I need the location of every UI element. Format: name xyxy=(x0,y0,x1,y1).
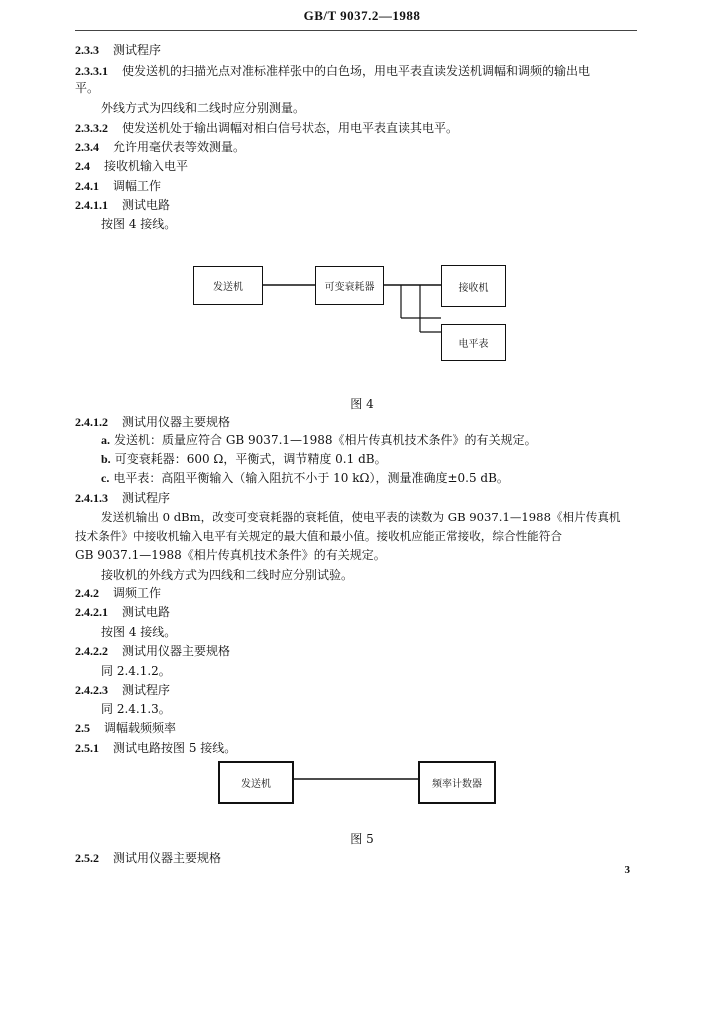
section-text: 测试用仪器主要规格 xyxy=(113,851,222,865)
fig5-sender-box xyxy=(218,761,294,804)
section-text: 测试用仪器主要规格 xyxy=(122,415,231,429)
section-text: 接收机输入电平 xyxy=(104,159,189,173)
section-number: 2.3.3.2 xyxy=(75,121,108,135)
paragraph-text: 平。 xyxy=(75,81,100,95)
section-text: 调幅载频频率 xyxy=(104,721,177,735)
list-marker: c. xyxy=(101,471,110,485)
frequency-counter-label: 频率计数器 xyxy=(432,779,482,790)
paragraph-line xyxy=(75,547,386,563)
paragraph-text: 按图 4 接线。 xyxy=(101,217,177,231)
paragraph-text: 按图 4 接线。 xyxy=(101,625,177,639)
paragraph-line xyxy=(75,528,562,544)
section-number: 2.3.4 xyxy=(75,140,99,154)
list-marker: b. xyxy=(101,452,111,466)
list-text: 发送机：质量应符合 GB 9037.1—1988《相片传真机技术条件》的有关规定。 xyxy=(114,433,537,447)
section-number: 2.4.2 xyxy=(75,586,99,600)
section-2-4-2-1 xyxy=(75,604,170,620)
section-number: 2.3.3.1 xyxy=(75,64,108,78)
attenuator-label: 可变衰耗器 xyxy=(324,282,375,293)
section-number: 2.5 xyxy=(75,721,90,735)
section-text: 测试程序 xyxy=(122,491,171,505)
paragraph-text: 同 2.4.1.2。 xyxy=(101,664,171,678)
paragraph-line xyxy=(101,701,171,717)
section-2-5-1 xyxy=(75,740,236,756)
section-text: 调频工作 xyxy=(113,586,162,600)
level-meter-label: 电平表 xyxy=(458,339,489,350)
section-number: 2.4.2.3 xyxy=(75,683,108,697)
sender-box xyxy=(193,266,263,305)
receiver-label: 接收机 xyxy=(458,282,489,294)
section-2-5 xyxy=(75,720,176,736)
list-marker: a. xyxy=(101,433,110,447)
figure-4-caption: 图 4 xyxy=(350,397,374,411)
section-text: 测试程序 xyxy=(113,43,162,57)
section-number: 2.4.2.2 xyxy=(75,644,108,658)
section-2-5-2 xyxy=(75,850,221,866)
paragraph-line xyxy=(101,663,171,679)
page-number: 3 xyxy=(624,864,630,876)
paragraph-text: 同 2.4.1.3。 xyxy=(101,702,171,716)
section-2-4-2 xyxy=(75,585,161,601)
document-header: GB/T 9037.2—1988 xyxy=(303,8,421,23)
list-item-a xyxy=(101,432,537,448)
level-meter-box xyxy=(441,324,506,361)
sender-label: 发送机 xyxy=(213,282,243,293)
receiver-box xyxy=(441,265,506,307)
section-number: 2.4 xyxy=(75,159,90,173)
figure-5-caption: 图 5 xyxy=(350,832,374,846)
section-number: 2.4.2.1 xyxy=(75,605,108,619)
fig5-sender-label: 发送机 xyxy=(241,779,271,790)
paragraph-line xyxy=(101,567,353,583)
list-item-b xyxy=(101,451,387,467)
paragraph-text: 接收机的外线方式为四线和二线时应分别试验。 xyxy=(101,568,354,582)
section-number: 2.4.1.3 xyxy=(75,491,108,505)
paragraph-line xyxy=(101,624,176,640)
frequency-counter-box xyxy=(418,761,496,804)
section-number: 2.5.2 xyxy=(75,851,99,865)
attenuator-box xyxy=(315,266,384,305)
paragraph-text: 发送机输出 0 dBm，改变可变衰耗器的衰耗值，使电平表的读数为 GB 9037.1—1988《相片传真机 xyxy=(101,510,621,524)
section-text: 调幅工作 xyxy=(113,179,162,193)
paragraph-text: GB 9037.1—1988《相片传真机技术条件》的有关规定。 xyxy=(75,548,386,562)
paragraph-line xyxy=(101,509,621,525)
list-item-c xyxy=(101,470,509,486)
list-text: 电平表：高阻平衡输入（输入阻抗不小于 10 kΩ），测量准确度±0.5 dB。 xyxy=(113,471,509,485)
section-2-4-1-3 xyxy=(75,490,170,506)
section-text: 测试程序 xyxy=(122,683,171,697)
section-number: 2.4.1.1 xyxy=(75,198,108,212)
section-text: 使发送机处于输出调幅对相白信号状态，用电平表直读其电平。 xyxy=(122,121,459,135)
section-text: 使发送机的扫描光点对准标准样张中的白色场，用电平表直读发送机调幅和调频的输出电 xyxy=(122,64,591,78)
section-text: 测试电路 xyxy=(122,605,171,619)
section-number: 2.4.1 xyxy=(75,179,99,193)
section-number: 2.3.3 xyxy=(75,43,99,57)
section-2-4-2-3 xyxy=(75,682,170,698)
section-2-4-1-2 xyxy=(75,414,230,430)
section-number: 2.4.1.2 xyxy=(75,415,108,429)
section-text: 允许用毫伏表等效测量。 xyxy=(113,140,246,154)
paragraph-text: 技术条件》中接收机输入电平有关规定的最大值和最小值。接收机应能正常接收，综合性能符合 xyxy=(75,529,562,543)
section-text: 测试电路 xyxy=(122,198,171,212)
section-text: 测试用仪器主要规格 xyxy=(122,644,231,658)
paragraph-text: 外线方式为四线和二线时应分别测量。 xyxy=(101,101,306,115)
section-text: 测试电路按图 5 接线。 xyxy=(113,741,237,755)
section-number: 2.5.1 xyxy=(75,741,99,755)
list-text: 可变衰耗器：600 Ω，平衡式，调节精度 0.1 dB。 xyxy=(114,452,387,466)
section-2-4-2-2 xyxy=(75,643,230,659)
